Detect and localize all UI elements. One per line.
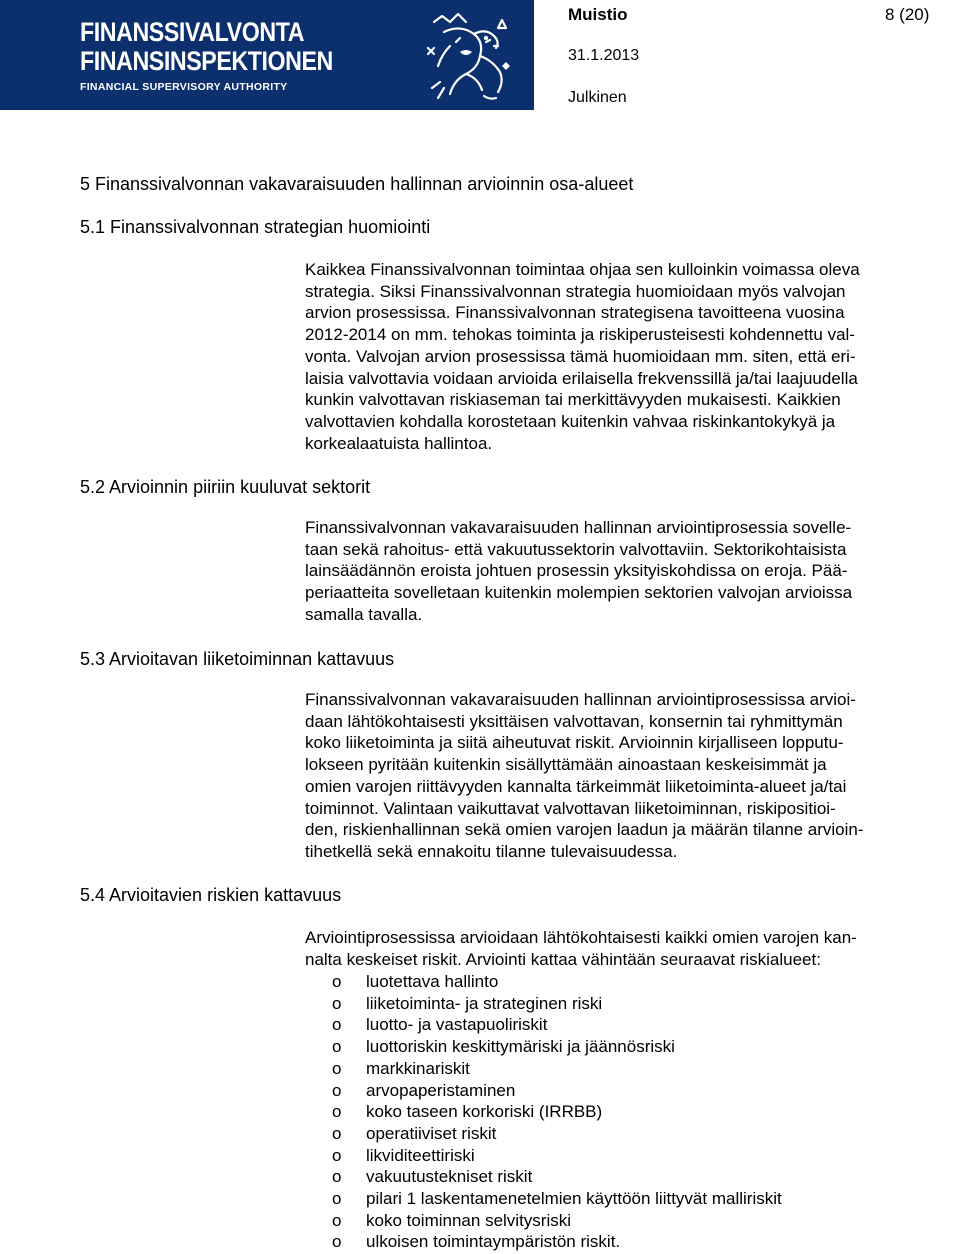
paragraph-line: taan sekä rahoitus- että vakuutussektorin valvottaviin. Sektorikohtaisista: [305, 539, 847, 559]
list-bullet: o: [332, 1058, 342, 1078]
heading-5-4: 5.4 Arvioitavien riskien kattavuus: [80, 885, 342, 905]
list-bullet: o: [332, 1123, 342, 1143]
list-item: o koko toiminnan selvitysriski: [332, 1210, 572, 1230]
list-item: o luotto- ja vastapuoliriskit: [332, 1015, 548, 1035]
list-bullet: o: [332, 1037, 342, 1057]
logo-line-1: FINANSSIVALVONTA: [80, 17, 305, 47]
paragraph-line: 2012-2014 on mm. tehokas toiminta ja riskiperusteisesti kohdennettu val-: [305, 325, 855, 345]
organization-logo: [0, 0, 534, 110]
list-item: o markkinariskit: [332, 1058, 470, 1078]
paragraph-line: laisia valvottavia voidaan arvioida erilaisella frekvenssillä ja/tai laajuudella: [305, 368, 858, 388]
heading-5-3: 5.3 Arvioitavan liiketoiminnan kattavuus: [80, 649, 395, 669]
heading-5: 5 Finanssivalvonnan vakavaraisuuden hallinnan arvioinnin osa-alueet: [80, 174, 634, 194]
paragraph-line: vonta. Valvojan arvion prosessissa tämä huomioidaan mm. siten, että eri-: [305, 346, 856, 366]
paragraph-line: periaatteita sovelletaan kuitenkin molempien sektorien valvojan arvioissa: [305, 583, 853, 603]
paragraph-line: kunkin valvottavan riskiaseman tai merkittävyyden mukaisesti. Kaikkien: [305, 390, 841, 410]
list-item: o pilari 1 laskentamenetelmien käyttöön liittyvät malliriskit: [332, 1189, 782, 1209]
document-date: 31.1.2013: [568, 47, 640, 64]
paragraph-line: koko liiketoiminta ja siitä aiheutuvat riskit. Arvioinnin kirjalliseen lopputu-: [305, 733, 844, 753]
list-bullet: o: [332, 1015, 342, 1035]
list-bullet: o: [332, 993, 342, 1013]
page-number: 8 (20): [885, 5, 930, 24]
logo-line-3: FINANCIAL SUPERVISORY AUTHORITY: [80, 81, 288, 93]
paragraph-line: den, riskienhallinnan sekä omien varojen laadun ja määrän tilanne arvioin-: [305, 820, 864, 840]
list-item: o koko taseen korkoriski (IRRBB): [332, 1102, 603, 1122]
paragraph-sectors: [305, 517, 925, 626]
paragraph-line: Kaikkea Finanssivalvonnan toimintaa ohjaa sen kulloinkin voimassa oleva: [305, 260, 860, 279]
paragraph-line: nalta keskeiset riskit. Arviointi kattaa vähintään seuraavat riskialueet:: [305, 949, 821, 969]
heading-5-1: 5.1 Finanssivalvonnan strategian huomiointi: [80, 217, 431, 237]
paragraph-line: Arviointiprosessissa arvioidaan lähtökohtaisesti kaikki omien varojen kan-: [305, 928, 857, 947]
lion-crest-icon: [420, 2, 518, 106]
paragraph-line: Finanssivalvonnan vakavaraisuuden hallinnan arviointiprosessissa arvioi-: [305, 690, 856, 709]
list-item: o operatiiviset riskit: [332, 1123, 497, 1143]
list-bullet: o: [332, 972, 342, 991]
paragraph-line: strategia. Siksi Finanssivalvonnan strategia huomioidaan myös valvojan: [305, 281, 846, 301]
classification: Julkinen: [568, 89, 627, 106]
list-bullet: o: [332, 1080, 342, 1100]
paragraph-line: toiminnot. Valintaan vaikuttavat valvottavan liiketoiminnan, riskipositioi-: [305, 798, 836, 818]
list-bullet: o: [332, 1145, 342, 1165]
paragraph-line: korkealaatuista hallintoa.: [305, 433, 493, 453]
paragraph-risk-coverage: [305, 927, 925, 970]
paragraph-line: daan lähtökohtaisesti yksittäisen valvottavan, konsernin tai ryhmittymän: [305, 711, 843, 731]
paragraph-line: omien varojen riittävyyden kannalta tärkeimmät liiketoiminta-alueet ja/tai: [305, 776, 847, 796]
logo-text: [80, 18, 374, 98]
paragraph-line: Finanssivalvonnan vakavaraisuuden hallinnan arviointiprosessia sovelle-: [305, 518, 852, 537]
list-item: o liiketoiminta- ja strateginen riski: [332, 993, 603, 1013]
list-bullet: o: [332, 1210, 342, 1230]
paragraph-line: valvottavien kohdalla korostetaan kuitenkin vahvaa riskinkantokykyä ja: [305, 411, 836, 431]
list-bullet: o: [332, 1167, 342, 1187]
list-bullet: o: [332, 1102, 342, 1122]
document-type: Muistio: [568, 5, 628, 24]
paragraph-line: lokseen pyritään kuitenkin sisällyttämään ainoastaan keskeisimmät ja: [305, 755, 827, 775]
risk-areas-list: [332, 971, 782, 1253]
paragraph-line: arvion prosessissa. Finanssivalvonnan strategisena tavoitteena vuosina: [305, 303, 845, 323]
paragraph-strategy: [305, 259, 925, 454]
paragraph-line: lainsäädännön eroista johtuen prosessin yksityiskohdissa on eroja. Pää-: [305, 561, 848, 581]
list-item: o ulkoisen toimintaympäristön riskit.: [332, 1232, 621, 1252]
list-item: o luotettava hallinto: [332, 972, 499, 991]
list-item: o luottoriskin keskittymäriski ja jäännösriski: [332, 1037, 675, 1057]
heading-5-2: 5.2 Arvioinnin piiriin kuuluvat sektorit: [80, 477, 371, 497]
list-item: o arvopaperistaminen: [332, 1080, 516, 1100]
logo-line-2: FINANSINSPEKTIONEN: [80, 46, 333, 76]
paragraph-line: samalla tavalla.: [305, 604, 423, 624]
list-bullet: o: [332, 1189, 342, 1209]
list-item: o vakuutustekniset riskit: [332, 1167, 533, 1187]
list-bullet: o: [332, 1232, 342, 1252]
paragraph-business-coverage: [305, 689, 925, 863]
list-item: o likviditeettiriski: [332, 1145, 475, 1165]
paragraph-line: tihetkellä sekä ennakoitu tilanne tulevaisuudessa.: [305, 841, 678, 861]
